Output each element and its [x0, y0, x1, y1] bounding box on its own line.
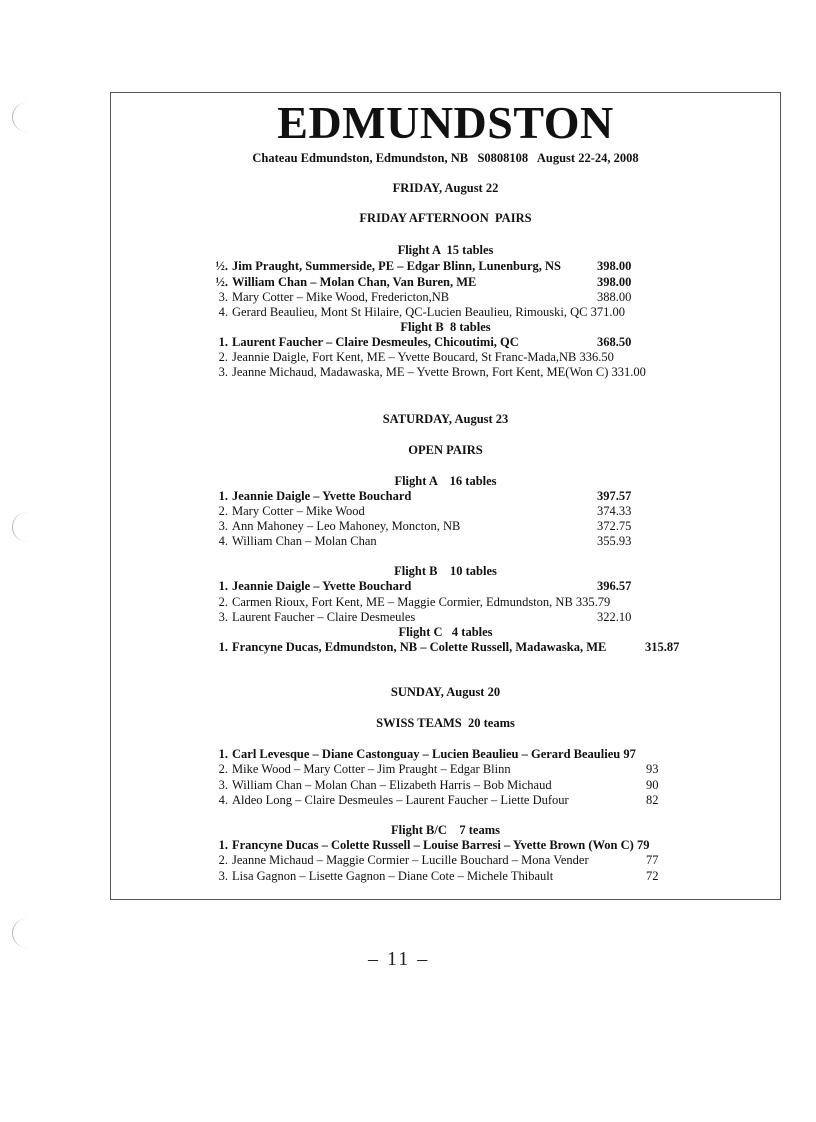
saturday-flight-b-heading: Flight B 10 tables — [394, 564, 497, 578]
punch-hole-top — [12, 102, 43, 132]
saturday-flight-a-heading: Flight A 16 tables — [394, 474, 497, 488]
result-row: 2. Jeanne Michaud – Maggie Cormier – Lucille Bouchard – Mona Vender — [218, 853, 589, 867]
result-row: 3. William Chan – Molan Chan – Elizabeth Harris – Bob Michaud — [218, 778, 552, 792]
punch-hole-middle — [12, 512, 43, 542]
event-subtitle: Chateau Edmundston, Edmundston, NB S0808108 August 22-24, 2008 — [252, 151, 639, 165]
result-row: 1. Carl Levesque – Diane Castonguay – Lucien Beaulieu – Gerard Beaulieu 97 — [218, 747, 636, 761]
result-score: 396.57 — [597, 579, 632, 593]
saturday-flight-c-heading: Flight C 4 tables — [398, 625, 493, 639]
result-score: 355.93 — [597, 534, 632, 548]
result-row: 3. Ann Mahoney – Leo Mahoney, Moncton, NB — [218, 519, 461, 533]
result-row: 1. Jeannie Daigle – Yvette Bouchard — [218, 579, 412, 593]
result-row: 1. Jeannie Daigle – Yvette Bouchard — [218, 489, 412, 503]
friday-flight-b-heading: Flight B 8 tables — [400, 320, 491, 334]
saturday-day-heading: SATURDAY, August 23 — [382, 412, 509, 426]
friday-flight-a-heading: Flight A 15 tables — [397, 243, 494, 257]
result-score: 398.00 — [597, 275, 632, 289]
result-row: 4. Gerard Beaulieu, Mont St Hilaire, QC-Lucien Beaulieu, Rimouski, QC 371.00 — [218, 305, 625, 319]
result-row: 4. William Chan – Molan Chan — [218, 534, 377, 548]
result-row: 2. Jeannie Daigle, Fort Kent, ME – Yvette Boucard, St Franc-Mada,NB 336.50 — [218, 350, 614, 364]
result-row: 2. Mike Wood – Mary Cotter – Jim Praught – Edgar Blinn — [218, 762, 511, 776]
result-score: 315.87 — [645, 640, 680, 654]
sunday-flight-bc-heading: Flight B/C 7 teams — [390, 823, 501, 837]
result-score: 82 — [646, 793, 659, 807]
page-number: – 11 – — [368, 948, 430, 970]
result-score: 374.33 — [597, 504, 632, 518]
sunday-day-heading: SUNDAY, August 20 — [390, 685, 501, 699]
punch-hole-bottom — [12, 918, 43, 948]
result-score: 72 — [646, 869, 659, 883]
result-row: 2. Mary Cotter – Mike Wood — [218, 504, 365, 518]
result-row: 1. Francyne Ducas, Edmundston, NB – Colette Russell, Madawaska, ME — [218, 640, 607, 654]
result-row: 4. Aldeo Long – Claire Desmeules – Laurent Faucher – Liette Dufour — [218, 793, 569, 807]
result-score: 93 — [646, 762, 659, 776]
result-score: 90 — [646, 778, 659, 792]
result-score: 77 — [646, 853, 659, 867]
result-row: ½. Jim Praught, Summerside, PE – Edgar Blinn, Lunenburg, NS — [215, 259, 561, 273]
friday-day-heading: FRIDAY, August 22 — [392, 181, 499, 195]
result-row: 3. Lisa Gagnon – Lisette Gagnon – Diane Cote – Michele Thibault — [218, 869, 554, 883]
result-row: ½. William Chan – Molan Chan, Van Buren, ME — [215, 275, 477, 289]
result-row: 1. Francyne Ducas – Colette Russell – Louise Barresi – Yvette Brown (Won C) 79 — [218, 838, 650, 852]
result-score: 368.50 — [597, 335, 632, 349]
sunday-event-heading: SWISS TEAMS 20 teams — [376, 716, 515, 730]
page-title: EDMUNDSTON — [277, 97, 614, 148]
saturday-event-heading: OPEN PAIRS — [408, 443, 483, 457]
result-score: 397.57 — [597, 489, 632, 503]
result-row: 3. Jeanne Michaud, Madawaska, ME – Yvette Brown, Fort Kent, ME(Won C) 331.00 — [218, 365, 646, 379]
friday-event-heading: FRIDAY AFTERNOON PAIRS — [359, 211, 532, 225]
result-score: 372.75 — [597, 519, 632, 533]
result-score: 398.00 — [597, 259, 632, 273]
result-row: 2. Carmen Rioux, Fort Kent, ME – Maggie Cormier, Edmundston, NB 335.79 — [218, 595, 611, 609]
result-row: 3. Laurent Faucher – Claire Desmeules — [218, 610, 416, 624]
result-row: 3. Mary Cotter – Mike Wood, Fredericton,NB — [218, 290, 450, 304]
result-score: 388.00 — [597, 290, 632, 304]
result-score: 322.10 — [597, 610, 632, 624]
result-row: 1. Laurent Faucher – Claire Desmeules, Chicoutimi, QC — [218, 335, 519, 349]
